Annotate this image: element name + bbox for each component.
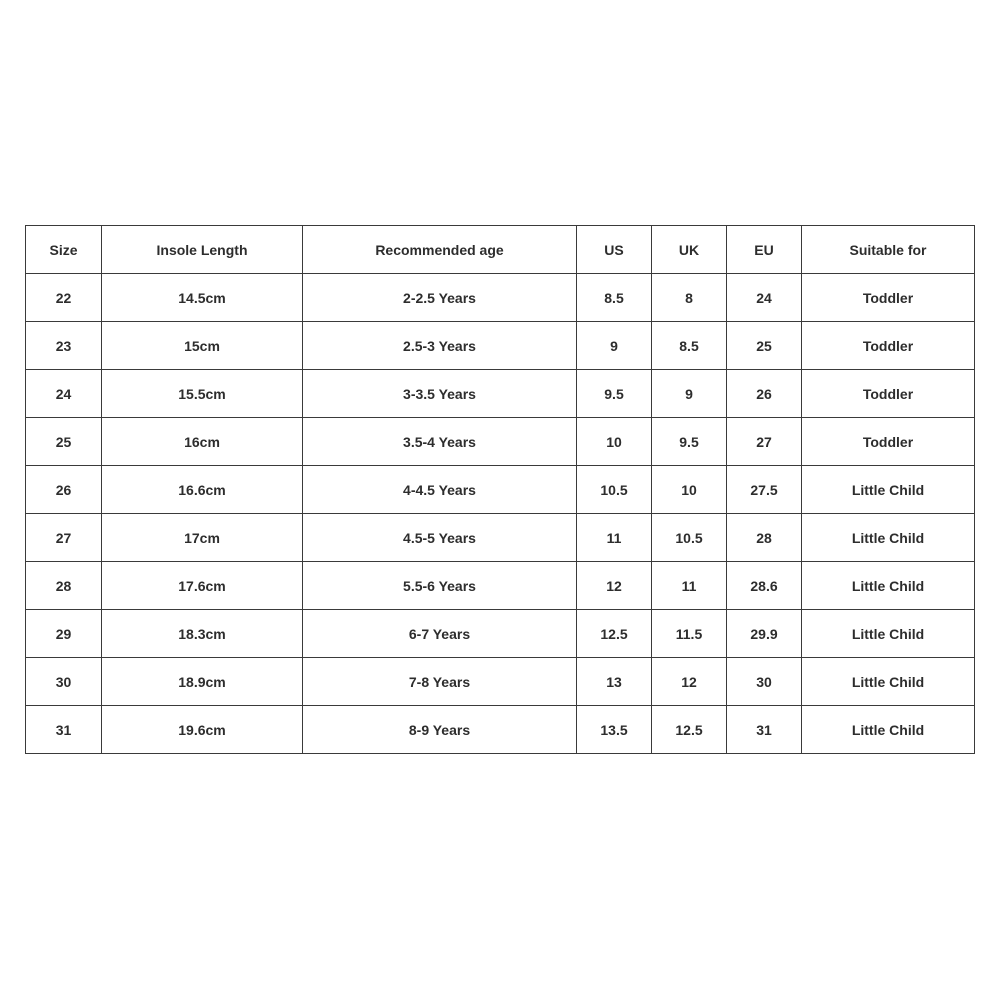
cell-us: 9: [577, 322, 652, 370]
cell-eu: 28.6: [727, 562, 802, 610]
cell-eu: 28: [727, 514, 802, 562]
table-row: [26, 610, 975, 658]
cell-uk: 9: [652, 370, 727, 418]
cell-suitable-for: Toddler: [802, 322, 975, 370]
cell-recommended-age: 6-7 Years: [303, 610, 577, 658]
table-row: [26, 370, 975, 418]
table-row: [26, 274, 975, 322]
table-row: [26, 322, 975, 370]
cell-uk: 8: [652, 274, 727, 322]
cell-uk: 11: [652, 562, 727, 610]
header-eu: EU: [727, 226, 802, 274]
cell-suitable-for: Little Child: [802, 562, 975, 610]
cell-suitable-for: Little Child: [802, 706, 975, 754]
cell-size: 24: [26, 370, 102, 418]
table-header-row: [26, 226, 975, 274]
cell-suitable-for: Toddler: [802, 274, 975, 322]
cell-suitable-for: Little Child: [802, 466, 975, 514]
cell-insole-length: 16.6cm: [102, 466, 303, 514]
header-suitable-for: Suitable for: [802, 226, 975, 274]
cell-suitable-for: Little Child: [802, 658, 975, 706]
cell-insole-length: 15cm: [102, 322, 303, 370]
cell-insole-length: 17.6cm: [102, 562, 303, 610]
header-insole-length: Insole Length: [102, 226, 303, 274]
table-body: [26, 274, 975, 754]
size-chart-table: [25, 225, 975, 754]
cell-us: 8.5: [577, 274, 652, 322]
cell-us: 10: [577, 418, 652, 466]
cell-insole-length: 14.5cm: [102, 274, 303, 322]
cell-uk: 10: [652, 466, 727, 514]
cell-us: 13.5: [577, 706, 652, 754]
cell-size: 29: [26, 610, 102, 658]
header-us: US: [577, 226, 652, 274]
cell-size: 27: [26, 514, 102, 562]
cell-recommended-age: 4-4.5 Years: [303, 466, 577, 514]
cell-size: 26: [26, 466, 102, 514]
header-recommended-age: Recommended age: [303, 226, 577, 274]
cell-recommended-age: 3.5-4 Years: [303, 418, 577, 466]
cell-uk: 9.5: [652, 418, 727, 466]
cell-eu: 31: [727, 706, 802, 754]
cell-uk: 10.5: [652, 514, 727, 562]
cell-insole-length: 18.3cm: [102, 610, 303, 658]
cell-size: 25: [26, 418, 102, 466]
cell-us: 10.5: [577, 466, 652, 514]
cell-insole-length: 18.9cm: [102, 658, 303, 706]
cell-suitable-for: Toddler: [802, 370, 975, 418]
table-row: [26, 418, 975, 466]
cell-eu: 25: [727, 322, 802, 370]
cell-suitable-for: Little Child: [802, 610, 975, 658]
cell-eu: 30: [727, 658, 802, 706]
cell-recommended-age: 3-3.5 Years: [303, 370, 577, 418]
cell-uk: 8.5: [652, 322, 727, 370]
cell-recommended-age: 2-2.5 Years: [303, 274, 577, 322]
cell-size: 23: [26, 322, 102, 370]
cell-suitable-for: Toddler: [802, 418, 975, 466]
cell-size: 30: [26, 658, 102, 706]
cell-us: 12.5: [577, 610, 652, 658]
cell-insole-length: 19.6cm: [102, 706, 303, 754]
table-row: [26, 706, 975, 754]
cell-us: 13: [577, 658, 652, 706]
header-size: Size: [26, 226, 102, 274]
cell-uk: 12: [652, 658, 727, 706]
table-row: [26, 466, 975, 514]
cell-recommended-age: 4.5-5 Years: [303, 514, 577, 562]
cell-recommended-age: 7-8 Years: [303, 658, 577, 706]
cell-size: 22: [26, 274, 102, 322]
cell-insole-length: 15.5cm: [102, 370, 303, 418]
cell-recommended-age: 2.5-3 Years: [303, 322, 577, 370]
table-row: [26, 658, 975, 706]
cell-size: 28: [26, 562, 102, 610]
table-row: [26, 514, 975, 562]
cell-uk: 12.5: [652, 706, 727, 754]
cell-suitable-for: Little Child: [802, 514, 975, 562]
cell-us: 9.5: [577, 370, 652, 418]
cell-eu: 26: [727, 370, 802, 418]
cell-uk: 11.5: [652, 610, 727, 658]
cell-us: 11: [577, 514, 652, 562]
header-uk: UK: [652, 226, 727, 274]
cell-size: 31: [26, 706, 102, 754]
table-row: [26, 562, 975, 610]
cell-us: 12: [577, 562, 652, 610]
cell-recommended-age: 5.5-6 Years: [303, 562, 577, 610]
cell-eu: 27: [727, 418, 802, 466]
cell-insole-length: 17cm: [102, 514, 303, 562]
cell-recommended-age: 8-9 Years: [303, 706, 577, 754]
cell-eu: 27.5: [727, 466, 802, 514]
cell-insole-length: 16cm: [102, 418, 303, 466]
cell-eu: 29.9: [727, 610, 802, 658]
cell-eu: 24: [727, 274, 802, 322]
